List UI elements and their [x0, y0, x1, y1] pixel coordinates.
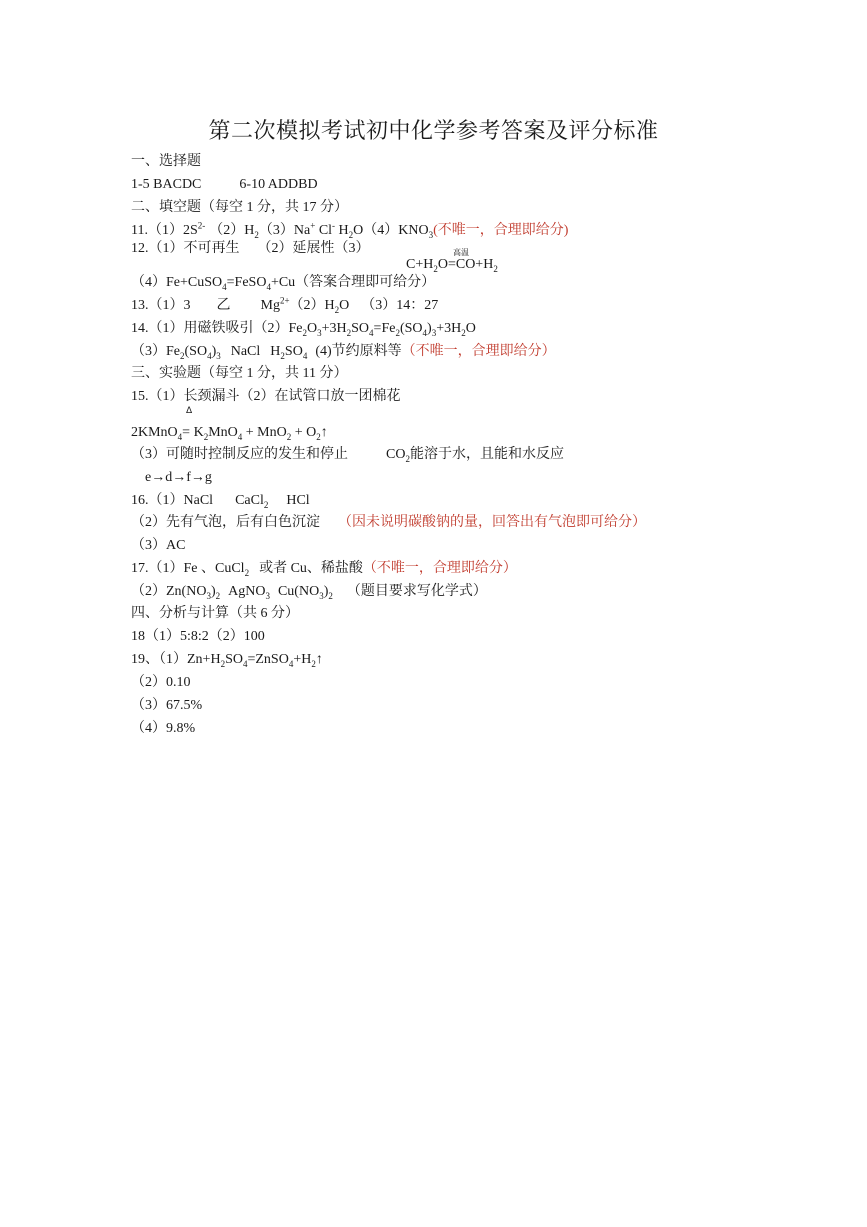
- q11-sub-2: 2: [348, 229, 354, 240]
- q12-condition-label: 高温: [453, 248, 469, 257]
- q11-sup-2: +: [310, 220, 316, 231]
- q11-line: [131, 222, 568, 240]
- q11-part4: （4）KNO: [363, 223, 429, 238]
- q16-l1-c: HCl: [286, 493, 310, 508]
- q12-line3-c: +Cu（答案合理即可给分）: [270, 275, 436, 290]
- q12-eq-a: C+H: [406, 257, 434, 272]
- q14-note: （不唯一，合理即给分）: [401, 344, 556, 359]
- q19-sub-4: 2: [311, 658, 316, 669]
- q12-part2: （2）延展性（3）: [257, 241, 370, 256]
- q17-sub-4: 3: [265, 590, 270, 601]
- q17-sub-5: 3: [319, 590, 324, 601]
- q14-sub-6: 4: [422, 327, 428, 338]
- q14-sub-10: 4: [207, 350, 212, 361]
- section1-heading: 一、选择题: [131, 154, 201, 169]
- q12-sub-2: 2: [493, 263, 498, 274]
- q17-l2-d: Cu(NO: [277, 584, 320, 599]
- answers-6-10: 6-10 ADDBD: [239, 177, 318, 192]
- q11-part1: （1）2S: [147, 223, 198, 238]
- q15-equation: [131, 424, 328, 442]
- page-title: 第二次模拟考试初中化学参考答案及评分标准: [208, 118, 659, 143]
- q19-l1-a: 19、（1）Zn+H: [131, 652, 221, 667]
- q14-l1-h: +3H: [436, 321, 462, 336]
- q14-sub-4: 4: [369, 327, 374, 338]
- q14-l2-a: （3）Fe: [131, 344, 180, 359]
- q11-part3: （3）Na: [258, 223, 311, 238]
- q17-sub-3: 2: [215, 590, 221, 601]
- q15-sub-4: 2: [286, 431, 292, 442]
- q14-l2-e: H: [270, 344, 281, 359]
- q15-eq-b: = K: [182, 425, 204, 440]
- q19-sub-2: 4: [242, 658, 248, 669]
- q14-sub-13: 4: [302, 350, 308, 361]
- q14-sub-8: 2: [461, 327, 466, 338]
- q14-sub-1: 2: [302, 327, 307, 338]
- q17-l1-a: 17.（1）Fe 、CuCl: [131, 561, 245, 576]
- q17-sub-1: 2: [244, 567, 250, 578]
- q13-sup-1: 2+: [279, 295, 290, 306]
- q13-part1: 13.（1）3: [131, 298, 191, 313]
- q12-sub-1: 2: [433, 263, 438, 274]
- q14-sub-9: 2: [180, 350, 185, 361]
- q15-sub-5: 2: [316, 431, 321, 442]
- section3-heading: 三、实验题（每空 1 分，共 11 分）: [131, 366, 348, 381]
- q15-sub-6: 2: [405, 453, 410, 464]
- q14-l1-a: 14.（1）用磁铁吸引（2）Fe: [131, 321, 303, 336]
- q19-line2: （2）0.10: [131, 675, 191, 690]
- q16-line2: [131, 514, 646, 532]
- q17-l2-b: ): [210, 584, 216, 599]
- q14-sub-7: 3: [431, 327, 437, 338]
- q11-number: 11.: [131, 223, 148, 238]
- q19-l1-e: ↑: [315, 652, 323, 667]
- q19-line1: [131, 651, 323, 669]
- q14-l1-b: O: [307, 321, 318, 336]
- q12-line3-b: =FeSO: [226, 275, 267, 290]
- q15-l3-a: （3）可随时控制反应的发生和停止: [131, 447, 348, 462]
- q14-l2-f: SO: [284, 344, 303, 359]
- q12-line3: [131, 274, 435, 292]
- q11-part3b: Cl: [315, 223, 333, 238]
- q11-note: (不唯一，合理即给分): [433, 223, 569, 238]
- q11-part3d: O: [353, 223, 364, 238]
- section4-heading: 四、分析与计算（共 6 分）: [131, 606, 299, 621]
- q15-eq-c: MnO: [208, 425, 238, 440]
- q14-l1-e: =Fe: [373, 321, 396, 336]
- q12-equation: [406, 256, 498, 274]
- q16-note: （因未说明碳酸钠的量，回答出有气泡即可给分）: [338, 515, 646, 530]
- q13-part5: （3）14：27: [361, 298, 439, 313]
- q13-sub-1: 2: [334, 304, 340, 315]
- q16-l1-a: 16.（1）NaCl: [131, 493, 214, 508]
- q16-line3: （3）AC: [131, 538, 186, 553]
- q17-line1: [131, 560, 517, 578]
- q11-sup-1: 2-: [197, 220, 206, 231]
- q11-part3c: H: [335, 223, 349, 238]
- q19-sub-3: 4: [288, 658, 294, 669]
- q16-line1: [131, 492, 310, 510]
- q15-sub-2: 2: [203, 431, 209, 442]
- q17-line2: [131, 583, 487, 601]
- q14-line1: [131, 320, 476, 338]
- q13-part4: （2）H: [289, 298, 335, 313]
- q19-sub-1: 2: [220, 658, 226, 669]
- q14-l2-b: (SO: [184, 344, 208, 359]
- q15-sub-3: 4: [237, 431, 243, 442]
- q15-eq-a: 2KMnO: [131, 425, 178, 440]
- q14-sub-12: 2: [280, 350, 285, 361]
- q15-sub-1: 4: [177, 431, 183, 442]
- q14-sub-3: 2: [346, 327, 352, 338]
- q13-part3: Mg: [260, 298, 280, 313]
- q16-sub-1: 2: [263, 499, 269, 510]
- q14-l1-c: +3H: [321, 321, 347, 336]
- q15-line1: 15.（1）长颈漏斗（2）在试管口放一团棉花: [131, 389, 401, 404]
- q19-line3: （3）67.5%: [131, 698, 203, 713]
- q16-l2-a: （2）先有气泡，后有白色沉淀: [131, 515, 320, 530]
- q18-line: 18（1）5:8:2（2）100: [131, 629, 265, 644]
- q11-sup-3: -: [332, 220, 336, 231]
- q13-part2: 乙: [216, 298, 231, 313]
- q12-line3-a: （4）Fe+CuSO: [131, 275, 223, 290]
- q14-sub-5: 2: [395, 327, 400, 338]
- q13-part4b: O: [339, 298, 350, 313]
- q14-l2-d: NaCl: [230, 344, 261, 359]
- q15-eq-f: ↑: [320, 425, 328, 440]
- q17-l1-b: 或者 Cu、稀盐酸: [259, 561, 363, 576]
- q14-sub-2: 3: [317, 327, 322, 338]
- q15-eq-d: + MnO: [242, 425, 287, 440]
- q13-line: [131, 297, 438, 315]
- q15-eq-e: + O: [291, 425, 317, 440]
- q12-line1: [131, 240, 370, 258]
- q16-l1-b: CaCl: [235, 493, 264, 508]
- q15-line3: [131, 446, 564, 464]
- q12-part1: 12.（1）不可再生: [131, 241, 240, 256]
- q19-l1-d: +H: [293, 652, 312, 667]
- q11-sub-1: 2: [254, 229, 259, 240]
- q14-sub-11: 3: [216, 350, 221, 361]
- q17-l2-c: AgNO: [228, 584, 266, 599]
- q12-sub-3: 4: [222, 281, 227, 292]
- q15-l3-b: CO: [386, 447, 406, 462]
- q1-5-answers: [131, 176, 318, 194]
- q17-l2-a: （2）Zn(NO: [131, 584, 207, 599]
- q19-l1-b: SO: [225, 652, 243, 667]
- q19-line4: （4）9.8%: [131, 721, 196, 736]
- answers-1-5: 1-5 BACDC: [131, 177, 202, 192]
- q17-l2-e: ): [323, 584, 329, 599]
- q12-sub-4: 4: [266, 281, 271, 292]
- q17-note: （不唯一，合理即给分）: [362, 561, 517, 576]
- q15-line4: e→d→f→g: [145, 470, 212, 485]
- q17-l2-f: （题目要求写化学式）: [346, 584, 487, 599]
- q15-l3-c: 能溶于水，且能和水反应: [409, 447, 564, 462]
- q14-l1-i: O: [465, 321, 476, 336]
- q14-l1-g: ): [427, 321, 432, 336]
- q11-sub-3: 3: [428, 229, 434, 240]
- q19-l1-c: =ZnSO: [247, 652, 289, 667]
- q12-eq-b: O=CO+H: [437, 257, 494, 272]
- q17-sub-2: 3: [206, 590, 211, 601]
- q14-l2-c: ): [211, 344, 217, 359]
- heat-symbol: Δ: [186, 406, 193, 416]
- q14-l1-f: (SO: [399, 321, 423, 336]
- q11-part2: （2）H: [209, 223, 255, 238]
- q14-l2-g: (4)节约原料等: [315, 344, 402, 359]
- q14-line2: [131, 343, 556, 361]
- q17-sub-6: 2: [328, 590, 333, 601]
- q14-l1-d: SO: [351, 321, 370, 336]
- section2-heading: 二、填空题（每空 1 分，共 17 分）: [131, 200, 348, 215]
